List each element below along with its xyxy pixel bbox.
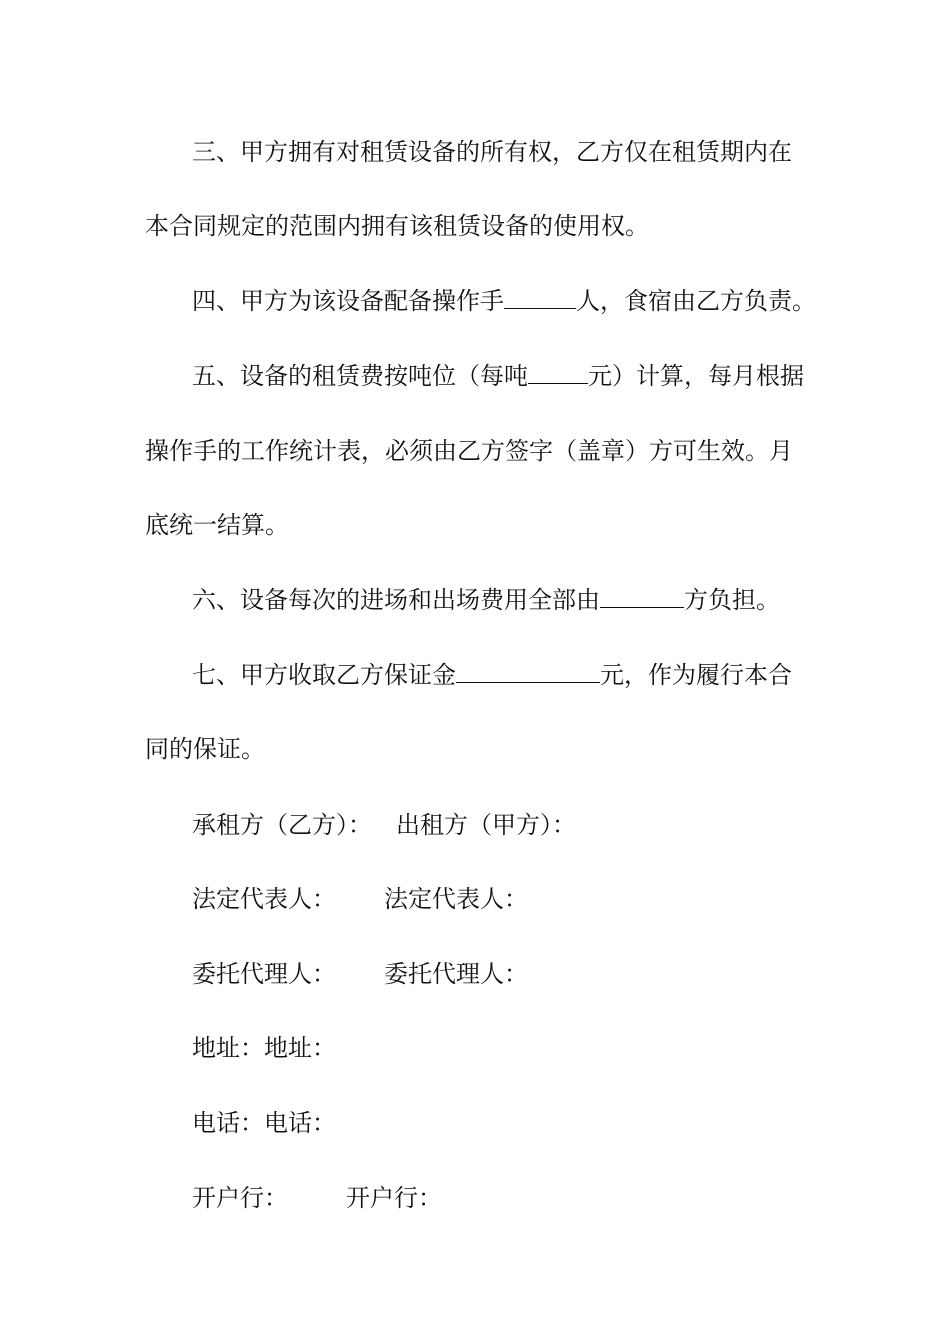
clause-5-text-3: 底统一结算。	[145, 511, 289, 539]
phone-line	[192, 1108, 872, 1138]
legal-rep-label-a: 法定代表人：	[192, 885, 336, 913]
price-per-ton-blank	[528, 361, 588, 384]
address-line	[192, 1033, 872, 1063]
clause-3-line-2	[145, 211, 825, 241]
bank-label-b: 开户行：	[346, 1184, 442, 1212]
clause-3-text-1: 三、甲方拥有对租赁设备的所有权，乙方仅在租赁期内在	[192, 138, 792, 166]
clause-4-text-before: 四、甲方为该设备配备操作手	[192, 287, 504, 315]
clause-5-text-2: 操作手的工作统计表，必须由乙方签字（盖章）方可生效。月	[145, 437, 793, 465]
bank-line	[192, 1183, 872, 1213]
clause-5-line-1	[192, 361, 872, 391]
clause-5-line-3	[145, 510, 825, 540]
clause-4-line	[192, 286, 872, 316]
clause-5-text-before: 五、设备的租赁费按吨位（每吨	[192, 362, 528, 390]
clause-7-line-2	[145, 734, 825, 764]
clause-4-text-after: 人，食宿由乙方负责。	[576, 287, 816, 315]
clause-3-line-1	[192, 137, 872, 167]
fee-bearer-blank	[600, 585, 684, 608]
clause-6-text-after: 方负担。	[684, 586, 780, 614]
legal-rep-label-b: 法定代表人：	[384, 885, 528, 913]
deposit-amount-blank	[456, 660, 600, 683]
address-label: 地址：地址：	[192, 1034, 336, 1062]
clause-7-text-before: 七、甲方收取乙方保证金	[192, 661, 456, 689]
legal-rep-line	[192, 884, 872, 914]
lessor-label: 出租方（甲方）：	[396, 811, 576, 839]
agent-line	[192, 959, 872, 989]
phone-label: 电话：电话：	[192, 1109, 336, 1137]
lessee-label: 承租方（乙方）：	[192, 811, 372, 839]
clause-7-text-after: 元，作为履行本合	[600, 661, 792, 689]
agent-label-a: 委托代理人：	[192, 960, 336, 988]
agent-label-b: 委托代理人：	[384, 960, 528, 988]
party-labels-line	[192, 810, 872, 840]
bank-label-a: 开户行：	[192, 1184, 288, 1212]
clause-7-text-2: 同的保证。	[145, 735, 265, 763]
clause-5-line-2	[145, 436, 825, 466]
clause-6-text-before: 六、设备每次的进场和出场费用全部由	[192, 586, 600, 614]
operator-count-blank	[504, 286, 576, 309]
clause-7-line-1	[192, 660, 872, 690]
clause-5-text-after: 元）计算，每月根据	[588, 362, 804, 390]
clause-6-line	[192, 585, 872, 615]
clause-3-text-2: 本合同规定的范围内拥有该租赁设备的使用权。	[145, 212, 649, 240]
